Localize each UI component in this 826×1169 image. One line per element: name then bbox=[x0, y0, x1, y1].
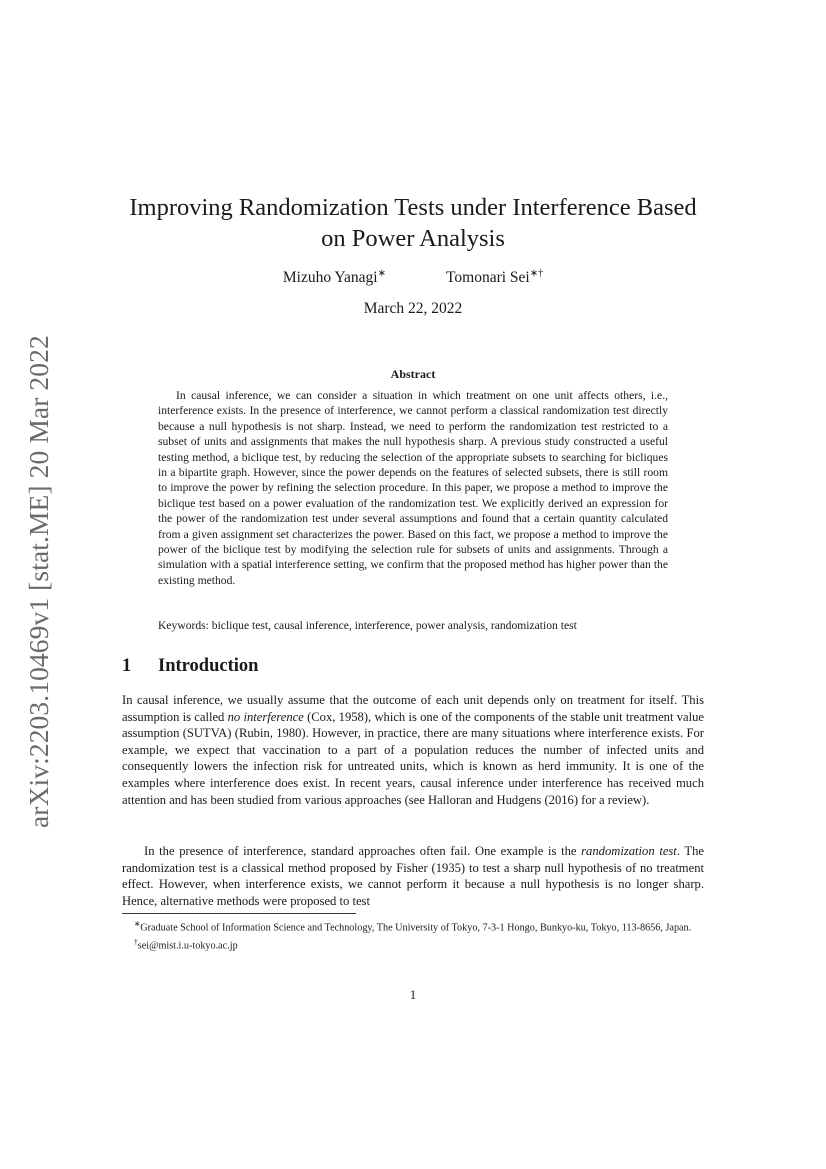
paragraph-2-emphasis: randomization test bbox=[581, 844, 677, 858]
section-number: 1 bbox=[122, 656, 132, 676]
keywords: Keywords: biclique test, causal inference, interference, power analysis, randomization test bbox=[158, 619, 577, 632]
author-2 bbox=[446, 268, 543, 287]
abstract-body: In causal inference, we can consider a situation in which treatment on one unit affects others, i.e., interference exists. In the presence of interference, we cannot perform a classical randomization test directly because a null hypothesis is not sharp. Instead, we need to perform the randomization test restricted to a subset of units and assignments that makes the null hypothesis sharp. A previous study constructed a useful testing method, a biclique test, by reducing the selection of the appropriate subsets to searching for bicliques in a bipartite graph. However, since the power depends on the features of selected subsets, there is still room to improve the power by refining the selection procedure. In this paper, we propose a method to improve the biclique test based on a power evaluation of the randomization test. We explicitly derived an expression for the power of the randomization test under several assumptions and found that a certain quantity calculated from a given assignment set characterizes the power. Based on this fact, we propose a method to improve the power of the biclique test by modifying the selection rule for subsets of units and assignments. Through a simulation with a spatial interference setting, we confirm that the proposed method has higher power than the existing method. bbox=[158, 389, 668, 587]
footnote-2-text: sei@mist.i.u-tokyo.ac.jp bbox=[137, 940, 238, 952]
paragraph-1 bbox=[122, 692, 704, 808]
author-list bbox=[120, 268, 706, 287]
paragraph-2 bbox=[122, 843, 704, 909]
arxiv-stamp: arXiv:2203.10469v1 [stat.ME] 20 Mar 2022 bbox=[23, 335, 54, 829]
author-1-marks: ∗ bbox=[377, 268, 386, 279]
paragraph-1-emphasis: no interference bbox=[227, 709, 304, 724]
footnote-2-mark: † bbox=[134, 936, 138, 946]
page-number: 1 bbox=[409, 988, 417, 1002]
author-1 bbox=[283, 268, 386, 287]
paragraph-1-part-2: (Cox, 1958), which is one of the components of the stable unit treatment value assumption (SUTVA) (Rubin, 1980). However, in practice, there are many situations where interference exists. For example, we expect that vaccination to a part of a population reduces the number of infected units and consequently lowers the infection risk for untreated units, which is known as herd immunity. It is one of the examples where interference does exist. In recent years, causal inference under interference has received much attention and has been studied from various approaches (see Halloran and Hudgens (2016) for a review). bbox=[122, 709, 704, 807]
footnotes bbox=[122, 917, 704, 953]
paragraph-2-part-2: . The randomization test is a classical method proposed by Fisher (1935) to test a sharp null hypothesis of no treatment effect. However, when interference exists, we cannot perform it because a null hypothesis is no longer sharp. Hence, alternative methods were proposed to test bbox=[122, 844, 704, 908]
abstract-heading: Abstract bbox=[390, 367, 436, 381]
section-heading bbox=[122, 656, 708, 677]
footnote-1-text: Graduate School of Information Science and Technology, The University of Tokyo, 7-3-1 Hongo, Bunkyo-ku, Tokyo, 113-8656, Japan. bbox=[140, 922, 692, 934]
paragraph-2-part-1: In the presence of interference, standard approaches often fail. One example is the bbox=[144, 844, 582, 858]
author-2-marks: ∗† bbox=[529, 268, 544, 279]
footnote-2 bbox=[122, 935, 704, 953]
title-line-2: on Power Analysis bbox=[321, 225, 505, 252]
footnote-1 bbox=[122, 917, 704, 935]
footnote-rule bbox=[122, 913, 356, 914]
paper-date: March 22, 2022 bbox=[363, 300, 463, 317]
footnote-1-mark: ∗ bbox=[134, 919, 141, 928]
section-title: Introduction bbox=[158, 656, 259, 676]
author-1-name: Mizuho Yanagi bbox=[282, 269, 378, 287]
author-2-name: Tomonari Sei bbox=[446, 269, 530, 287]
paper-title bbox=[120, 192, 706, 254]
title-line-1: Improving Randomization Tests under Interference Based bbox=[129, 194, 697, 221]
paragraph-1-part-1: In causal inference, we usually assume that the outcome of each unit depends only on treatment for itself. This assumption is called bbox=[122, 693, 704, 724]
